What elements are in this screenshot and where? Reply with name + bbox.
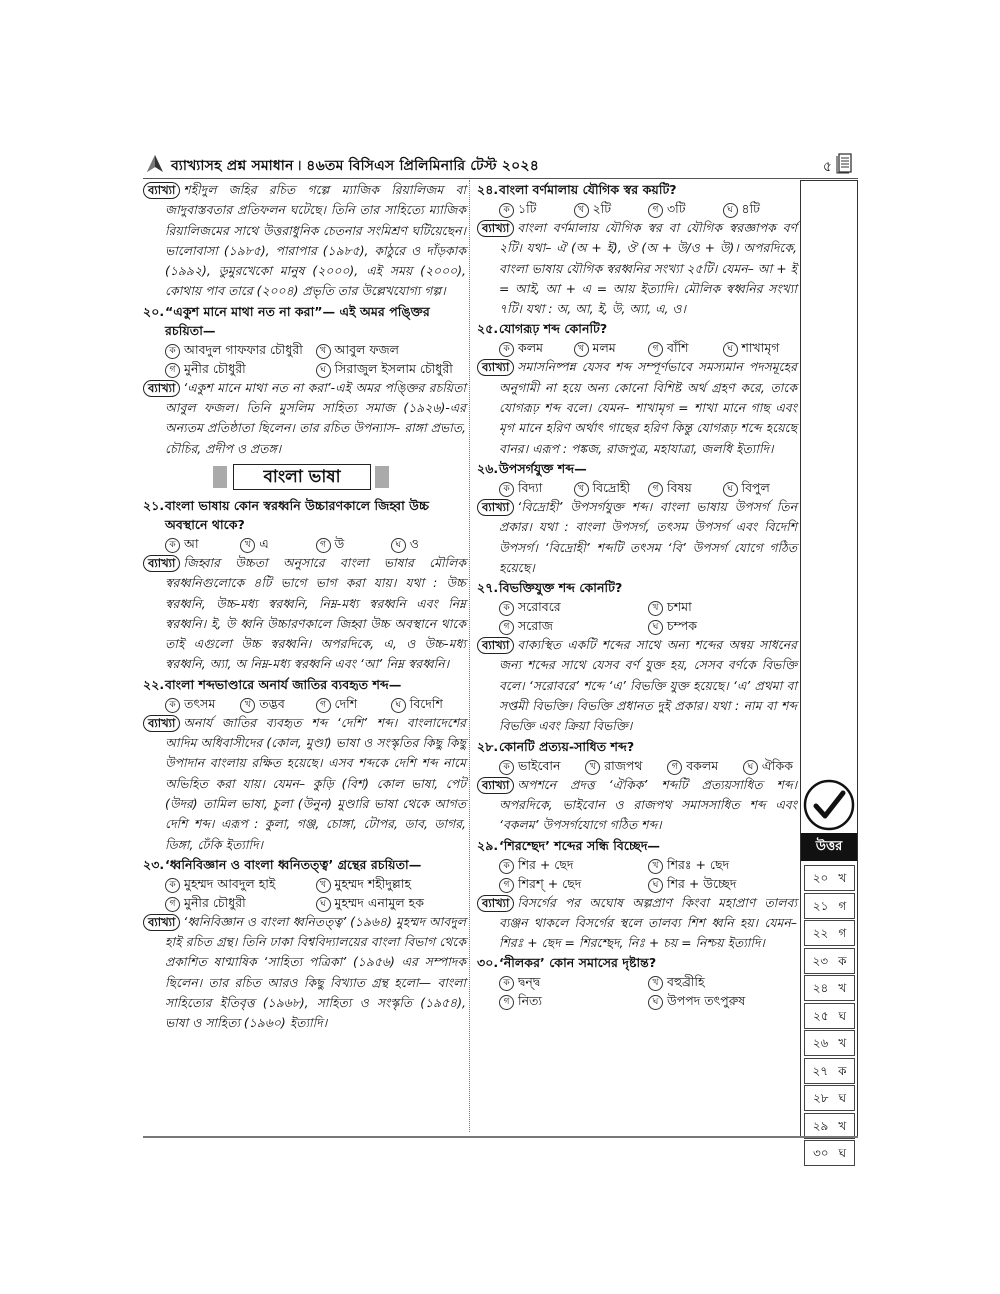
answer-key-item (804, 1085, 855, 1111)
option-marker: গ (648, 203, 663, 218)
question-24 (477, 180, 797, 319)
explanation: ব্যাখ্যা ‘একুশ মানে মাথা নত না করা’-এই অমর পঙ্ক্তির রচয়িতা আবুল ফজল। তিনি মুসলিম সাহিত্য সমাজ (১৯২৬)-এর অন্যতম প্রতিষ্ঠাতা ছিলেন। তার রচিত উপন্যাস– রাঙ্গা প্রভাত, চৌচির, প্রদীপ ও প্রতঙ্গ। (143, 378, 466, 459)
option-marker: ক (499, 601, 514, 616)
question-number: ২৬. (477, 460, 499, 476)
option-marker: ঘ (316, 363, 331, 378)
explanation-badge: ব্যাখ্যা (143, 380, 180, 397)
explanation: ব্যাখ্যা অনার্য জাতির ব্যবহৃত শব্দ ‘দেশি’ শব্দ। বাংলাদেশের আদিম অধিবাসীদের (কোল, মুণ্ডা) ভাষা ও সংস্কৃতির কিছু কিছু উপাদান বাংলায় রক্ষিত হয়েছে। এসব শব্দকে দেশি শব্দ নামে অভিহিত করা যায়। যেমন– কুড়ি (বিশ) কোল ভাষা, পেট (উদর) তামিল ভাষা, চুলা (উনুন) মুণ্ডারি ভাষা থেকে আগত দেশি শব্দ। এরূপ : কুলা, গঞ্জ, চোঙ্গা, টোপর, ডাব, ডাগর, ডিঙ্গা, ঢেঁকি ইত্যাদি। (143, 713, 466, 855)
right-column (477, 180, 797, 1010)
answer-option: খ (838, 1036, 847, 1050)
left-column (143, 180, 466, 1034)
option-ka[interactable]: ক বিদ্যা (499, 478, 574, 497)
section-title: বাংলা ভাষা (233, 464, 371, 490)
option-kha[interactable]: খ আবুল ফজল (316, 340, 467, 359)
option-marker: খ (316, 878, 331, 893)
option-marker: খ (648, 859, 663, 874)
explanation-badge: ব্যাখ্যা (477, 359, 514, 376)
section-bar-left (213, 466, 227, 488)
question-number: ২৪. (477, 182, 499, 197)
option-marker: ক (499, 203, 514, 218)
answer-key-item (804, 1003, 855, 1029)
explanation: ব্যাখ্যা ‘ধ্বনিবিজ্ঞান ও বাংলা ধ্বনিতত্ত্ব’ (১৯৬৪) মুহম্মদ আবদুল হাই রচিত গ্রন্থ। তিনি ঢাকা বিশ্ববিদ্যালয়ের বাংলা বিভাগ থেকে প্রকাশিত ষাণ্মাষিক ‘সাহিত্য পত্রিকা’ (১৯৫৬) এর সম্পাদক ছিলেন। তার রচিত আরও কিছু বিখ্যাত গ্রন্থ হলো— বাংলা সাহিত্যের ইতিবৃত্ত (১৯৬৮), সাহিত্য ও সংস্কৃতি (১৯৫৪), ভাষা ও সাহিত্য (১৯৬০) ইত্যাদি। (143, 912, 466, 1034)
option-ka[interactable]: ক আ (165, 534, 240, 553)
column-divider (469, 180, 470, 1132)
option-marker: ক (499, 342, 514, 357)
question-number: ২২. (143, 676, 165, 692)
option-marker: খ (574, 203, 589, 218)
explanation-badge: ব্যাখ্যা (477, 220, 514, 237)
answer-key-item (804, 1058, 855, 1084)
explanation: ব্যাখ্যা বিসর্গের পর অঘোষ অল্পপ্রাণ কিংবা মহাপ্রাণ তালব্য ব্যঞ্জন থাকলে বিসর্গের স্থলে তালব্য শিশ ধ্বনি হয়। যেমন– শিরঃ + ছেদ = শিরশ্ছেদ, নিঃ + চয় = নিশ্চয় ইত্যাদি। (477, 893, 797, 954)
option-marker: ঘ (391, 698, 406, 713)
explanation: ব্যাখ্যা সমাসনিষ্পন্ন যেসব শব্দ সম্পূর্ণভাবে সমস্যমান পদসমূহের অনুগামী না হয়ে অন্য কোনো বিশিষ্ট অর্থ গ্রহণ করে, তাকে যোগরূঢ় শব্দ বলে। যেমন– শাখামৃগ = শাখা মানে গাছ এবং মৃগ মানে হরিণ অর্থাৎ গাছের হরিণ কিন্তু যোগরূঢ় শব্দে হয়েছে বানর। এরূপ : পঙ্কজ, রাজপুত্র, মহাযাত্রা, জলধি ইত্যাদি। (477, 357, 797, 458)
option-marker: ঘ (648, 620, 663, 635)
question-text: যোগরূঢ় শব্দ কোনটি? (499, 321, 608, 337)
options (143, 694, 466, 713)
option-marker: ঘ (648, 878, 663, 893)
question-text: কোনটি প্রত্যয়-সাধিত শব্দ? (499, 738, 635, 754)
option-marker: গ (499, 620, 514, 635)
question-21 (143, 496, 466, 675)
option-gha[interactable]: ঘ চম্পক (648, 616, 797, 635)
answer-key-item (804, 1140, 855, 1166)
answer-key-item (804, 1030, 855, 1056)
option-marker: গ (648, 342, 663, 357)
option-marker: ক (499, 859, 514, 874)
question-23 (143, 855, 466, 1034)
option-kha[interactable]: খ মলম (574, 338, 649, 357)
option-marker: গ (667, 760, 682, 775)
option-ga[interactable]: গ বকলম (667, 756, 718, 775)
answer-option: ক (838, 953, 847, 968)
answer-option: ঘ (838, 1091, 846, 1105)
option-marker: খ (240, 538, 255, 553)
page-number: ৫ (822, 159, 832, 175)
question-text: বাংলা বর্ণমালায় যৌগিক স্বর কয়টি? (499, 182, 677, 197)
question-text: উপসর্গযুক্ত শব্দ— (499, 460, 587, 476)
option-marker: ঘ (391, 538, 406, 553)
header-title: ব্যাখ্যাসহ প্রশ্ন সমাধান ৷ ৪৬তম বিসিএস প্রিলিমিনারি টেস্ট ২০২৪ (171, 158, 539, 174)
option-marker: ক (499, 760, 514, 775)
option-marker: গ (648, 482, 663, 497)
option-ga[interactable]: গ বিষয় (648, 478, 723, 497)
option-gha[interactable]: ঘ মুহম্মদ এনামুল হক (316, 893, 467, 912)
option-ga[interactable]: গ মুনীর চৌধুরী (165, 359, 316, 378)
option-kha[interactable]: খ তদ্ভব (240, 694, 315, 713)
option-gha[interactable]: ঘ উপপদ তৎপুরুষ (648, 991, 797, 1010)
option-marker: ক (165, 878, 180, 893)
option-kha[interactable]: খ রাজপথ (585, 756, 642, 775)
option-marker: গ (165, 897, 180, 912)
explanation-badge: ব্যাখ্যা (143, 715, 180, 732)
question-text: বাংলা ভাষায় কোন স্বরধ্বনি উচ্চারণকালে জিহ্বা উচ্চ অবস্থানে থাকে? (165, 497, 430, 532)
book-icon (836, 152, 854, 174)
options (477, 972, 797, 1010)
answer-question-number: ২২ (812, 926, 829, 940)
options (477, 756, 797, 775)
explanation-badge: ব্যাখ্যা (143, 182, 180, 199)
checkmark-circle-icon (803, 779, 855, 831)
option-marker: ঘ (743, 760, 758, 775)
question-number: ২৫. (477, 321, 499, 337)
answer-option: খ (838, 981, 847, 995)
option-ka[interactable]: ক শির + ছেদ (499, 855, 648, 874)
answer-option: ঘ (838, 1146, 847, 1160)
options (477, 855, 797, 893)
page-header (143, 150, 858, 179)
explanation-badge: ব্যাখ্যা (477, 499, 514, 516)
option-marker: ঘ (723, 482, 738, 497)
option-marker: ক (499, 482, 514, 497)
triangle-logo-icon (145, 154, 165, 174)
options (477, 199, 797, 218)
option-ga[interactable]: গ সরোজ (499, 616, 648, 635)
answer-option: গ (838, 898, 847, 913)
option-ka[interactable]: ক কলম (499, 338, 574, 357)
explanation-badge: ব্যাখ্যা (143, 555, 180, 572)
option-marker: ক (499, 976, 514, 991)
question-text: ‘নীলকর’ কোন সমাসের দৃষ্টান্ত? (499, 955, 657, 971)
question-number: ২০. (143, 303, 165, 319)
footer-rule (143, 1136, 858, 1138)
question-20 (143, 302, 466, 459)
option-marker: গ (316, 698, 331, 713)
answer-question-number: ২৩ (812, 953, 829, 968)
option-gha[interactable]: ঘ সিরাজুল ইসলাম চৌধুরী (316, 359, 467, 378)
option-marker: গ (499, 878, 514, 893)
option-marker: খ (648, 976, 663, 991)
question-29 (477, 836, 797, 954)
option-ga[interactable]: গ মুনীর চৌধুরী (165, 893, 316, 912)
explanation: ব্যাখ্যা ‘বিদ্রোহী’ উপসর্গযুক্ত শব্দ। বাংলা ভাষায় উপসর্গ তিন প্রকার। যথা : বাংলা উপসর্গ, তৎসম উপসর্গ এবং বিদেশি উপসর্গ। ‘বিদ্রোহী’ শব্দটি তৎসম ‘বি’ উপসর্গ যোগে গঠিত হয়েছে। (477, 497, 797, 578)
answer-sidebar (800, 180, 858, 1160)
explanation-badge: ব্যাখ্যা (477, 637, 514, 654)
option-ga[interactable]: গ শিরশ্ + ছেদ (499, 874, 648, 893)
option-marker: খ (240, 698, 255, 713)
answer-question-number: ২৬ (812, 1036, 829, 1050)
section-heading (143, 462, 466, 492)
option-marker: ঘ (316, 897, 331, 912)
explanation-intro: ব্যাখ্যা শহীদুল জহির রচিত গল্পে ম্যাজিক রিয়ালিজম বা জাদুবাস্তবতার প্রতিফলন ঘটেছে। তিনি তার সাহিত্যে ম্যাজিক রিয়ালিজমের সাথে উত্তরাধুনিক চেতনার সংমিশ্রণ ঘটিয়েছেন। ভালোবাসা (১৯৮৫), পারাপার (১৯৮৫), কাঠুরে ও দাঁড়কাক (১৯৯২), ডুমুরখেকো মানুষ (২০০০), এই সময় (২০০০), কোথায় পাব তারে (২০০৪) প্রভৃতি তার উল্লেখযোগ্য গল্প। (143, 180, 466, 302)
option-kha[interactable]: খ শিরঃ + ছেদ (648, 855, 797, 874)
option-kha[interactable]: খ বহুব্রীহি (648, 972, 797, 991)
question-text: ‘ধ্বনিবিজ্ঞান ও বাংলা ধ্বনিতত্ত্ব’ গ্রন্থের রচয়িতা— (165, 856, 422, 872)
answer-option: খ (838, 1118, 847, 1133)
option-ga[interactable]: গ বাঁশি (648, 338, 723, 357)
explanation: ব্যাখ্যা বাক্যস্থিত একটি শব্দের সাথে অন্য শব্দের অন্বয় সাধনের জন্য শব্দের সাথে যেসব বর্ণ যুক্ত হয়, সেসব বর্ণকে বিভক্তি বলে। ‘সরোবরে’ শব্দে ‘এ’ বিভক্তি যুক্ত হয়েছে। ‘এ’ প্রথমা বা সপ্তমী বিভক্তি। বিভক্তি প্রধানত দুই প্রকার। যথা : নাম বা শব্দ বিভক্তি এবং ক্রিয়া বিভক্তি। (477, 635, 797, 736)
option-gha[interactable]: ঘ ঐকিক (743, 756, 793, 775)
explanation: ব্যাখ্যা অপশনে প্রদত্ত ‘ঐকিক’ শব্দটি প্রত্যয়সাধিত শব্দ। অপরদিকে, ভাইবোন ও রাজপথ সমাসসাধিত শব্দ এবং ‘বকলম’ উপসর্গযোগে গঠিত শব্দ। (477, 775, 797, 836)
options (143, 340, 466, 378)
option-marker: ক (165, 344, 180, 359)
option-gha[interactable]: ঘ বিপুল (723, 478, 798, 497)
option-marker: খ (574, 342, 589, 357)
question-number: ৩০. (477, 955, 499, 971)
question-27 (477, 578, 797, 736)
answer-option: ক (838, 1063, 847, 1078)
option-kha[interactable]: খ বিদ্রোহী (574, 478, 649, 497)
option-kha[interactable]: খ ২টি (574, 199, 649, 218)
question-25 (477, 319, 797, 458)
option-marker: ঘ (723, 342, 738, 357)
option-ka[interactable]: ক দ্বন্দ্ব (499, 972, 648, 991)
option-marker: খ (574, 482, 589, 497)
answer-key-item (804, 920, 855, 946)
option-marker: খ (585, 760, 600, 775)
answer-key-item (804, 865, 855, 891)
options (477, 478, 797, 497)
option-gha[interactable]: ঘ ও (391, 534, 466, 553)
option-ka[interactable]: ক ১টি (499, 199, 574, 218)
explanation-badge: ব্যাখ্যা (477, 895, 514, 912)
option-marker: ঘ (723, 203, 738, 218)
options (143, 534, 466, 553)
question-number: ২১. (143, 497, 165, 513)
answer-option: গ (838, 926, 847, 940)
explanation: ব্যাখ্যা বাংলা বর্ণমালায় যৌগিক স্বর বা যৌগিক স্বরজ্ঞাপক বর্ণ ২টি। যথা– ঐ (অ + ই), ঔ (অ + উ/ও + উ)। অপরদিকে, বাংলা ভাষায় যৌগিক স্বরধ্বনির সংখ্যা ২৫টি। যেমন– আ + ই = আই, আ + এ = আয় ইত্যাদি। মৌলিক স্বধ্বনির সংখ্যা ৭টি। যথা : অ, আ, ই, উ, অ্যা, এ, ও। (477, 218, 797, 319)
option-marker: ঘ (648, 995, 663, 1010)
option-kha[interactable]: খ চশমা (648, 597, 797, 616)
answer-question-number: ২৪ (812, 981, 829, 995)
option-marker: গ (165, 363, 180, 378)
question-text: বিভক্তিযুক্ত শব্দ কোনটি? (499, 580, 623, 596)
option-ga[interactable]: গ উ (316, 534, 391, 553)
options (477, 597, 797, 635)
answer-key-item (804, 975, 855, 1001)
question-30 (477, 953, 797, 1010)
option-marker: গ (316, 538, 331, 553)
section-bar-right (375, 466, 389, 488)
question-text: বাংলা শব্দভাণ্ডারে অনার্য জাতির ব্যবহৃত শব্দ— (165, 676, 402, 692)
answer-option: খ (838, 871, 847, 885)
question-26 (477, 459, 797, 578)
explanation: ব্যাখ্যা জিহ্বার উচ্চতা অনুসারে বাংলা ভাষার মৌলিক স্বরধ্বনিগুলোকে ৪টি ভাগে ভাগ করা যায়। যথা : উচ্চ স্বরধ্বনি, উচ্চ-মধ্য স্বরধ্বনি, নিম্ন-মধ্য স্বরধ্বনি এবং নিম্ন স্বরধ্বনি। ই, উ ধ্বনি উচ্চারণকালে জিহ্বা উচ্চ অবস্থানে থাকে তাই এগুলো উচ্চ স্বরধ্বনি। অপরদিকে, এ, ও উচ্চ-মধ্য স্বরধ্বনি, অ্যা, অ নিম্ন-মধ্য স্বরধ্বনি এবং ‘আ’ নিম্ন স্বরধ্বনি। (143, 553, 466, 675)
answer-label: উত্তর (801, 833, 857, 861)
answer-question-number: ২১ (812, 898, 829, 913)
option-gha[interactable]: ঘ শির + উচ্ছেদ (648, 874, 797, 893)
option-marker: গ (499, 995, 514, 1010)
explanation-badge: ব্যাখ্যা (143, 914, 180, 931)
answer-key-item (804, 893, 855, 919)
question-22 (143, 675, 466, 855)
question-text: ‘শিরশ্ছেদ’ শব্দের সন্ধি বিচ্ছেদ— (499, 837, 661, 853)
question-number: ২৮. (477, 738, 499, 754)
option-kha[interactable]: খ এ (240, 534, 315, 553)
answer-key-item (804, 1113, 855, 1139)
answer-question-number: ২৭ (812, 1063, 829, 1078)
option-ka[interactable]: ক আবদুল গাফফার চৌধুরী (165, 340, 316, 359)
options (143, 874, 466, 912)
option-ga[interactable]: গ ৩টি (648, 199, 723, 218)
option-marker: ক (165, 698, 180, 713)
option-gha[interactable]: ঘ বিদেশি (391, 694, 466, 713)
option-kha[interactable]: খ মুহম্মদ শহীদুল্লাহ (316, 874, 467, 893)
question-number: ২৭. (477, 580, 499, 596)
answer-question-number: ২০ (812, 871, 829, 885)
question-number: ২৯. (477, 837, 499, 853)
answer-question-number: ২৯ (812, 1118, 829, 1133)
answer-question-number: ২৮ (812, 1091, 829, 1105)
option-ga[interactable]: গ দেশি (316, 694, 391, 713)
option-marker: খ (316, 344, 331, 359)
option-gha[interactable]: ঘ শাখামৃগ (723, 338, 798, 357)
option-ka[interactable]: ক সরোবরে (499, 597, 648, 616)
option-gha[interactable]: ঘ ৪টি (723, 199, 798, 218)
answer-question-number: ৩০ (812, 1146, 829, 1160)
question-28 (477, 737, 797, 836)
answer-question-number: ২৫ (812, 1008, 829, 1023)
option-marker: ক (165, 538, 180, 553)
question-number: ২৩. (143, 856, 165, 872)
option-marker: খ (648, 601, 663, 616)
option-ka[interactable]: ক তৎসম (165, 694, 240, 713)
options (477, 338, 797, 357)
option-ka[interactable]: ক মুহম্মদ আবদুল হাই (165, 874, 316, 893)
option-ka[interactable]: ক ভাইবোন (499, 756, 561, 775)
option-ga[interactable]: গ নিত্য (499, 991, 648, 1010)
answer-key-item (804, 948, 855, 974)
answer-option: ঘ (838, 1008, 846, 1023)
explanation-badge: ব্যাখ্যা (477, 777, 514, 794)
question-text: “একুশ মানে মাথা নত না করা”— এই অমর পঙ্ক্তির রচয়িতা— (165, 303, 430, 338)
page (143, 150, 858, 1160)
